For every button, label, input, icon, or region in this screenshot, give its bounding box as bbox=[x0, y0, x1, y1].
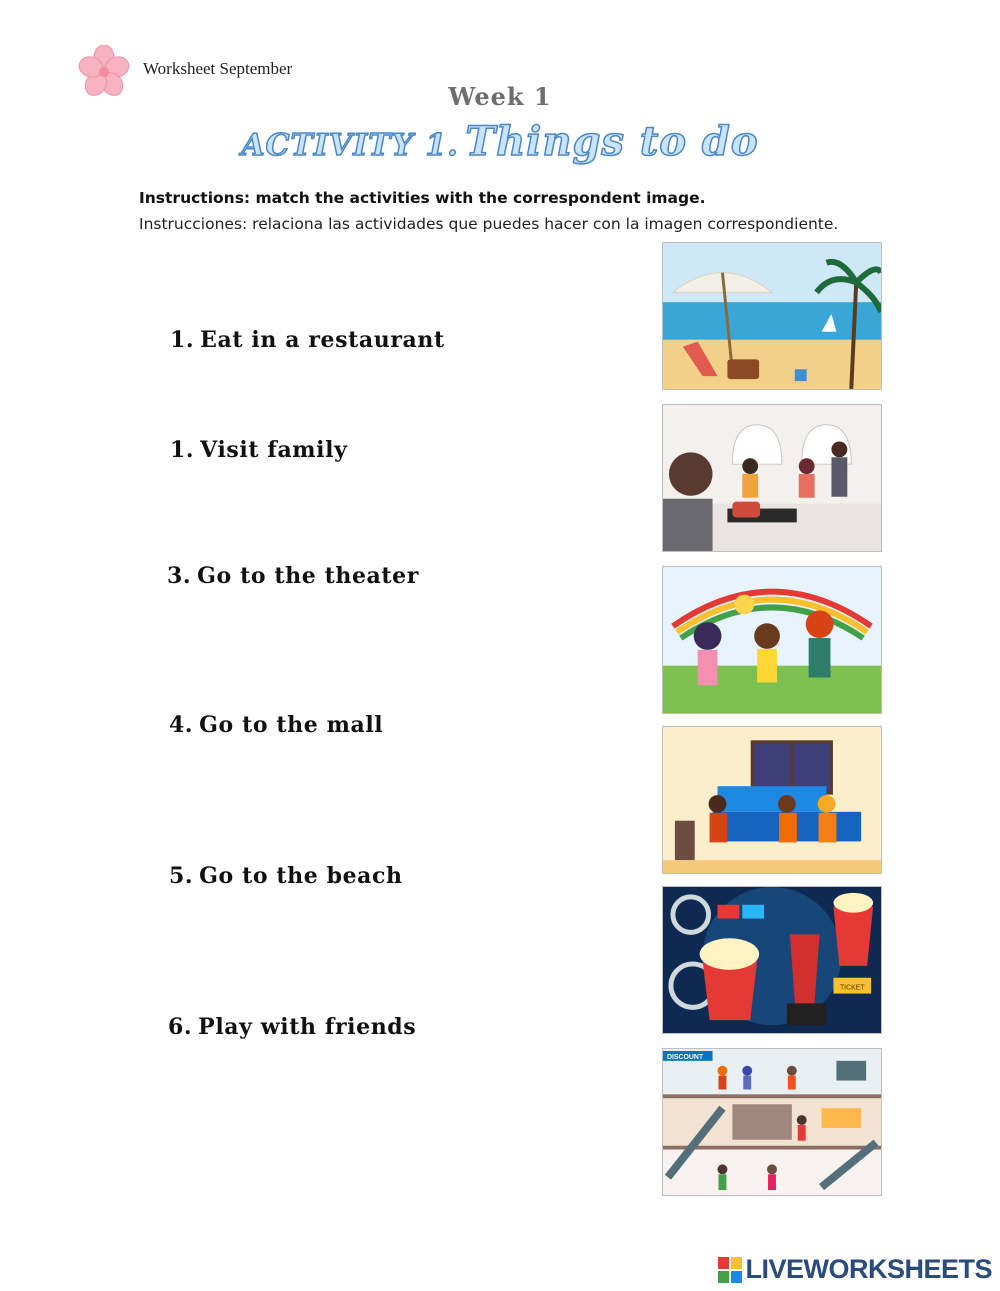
activity-item[interactable] bbox=[167, 563, 419, 589]
liveworksheets-mark-icon bbox=[718, 1257, 742, 1283]
item-number: 6. bbox=[168, 1014, 193, 1040]
beach-image[interactable] bbox=[662, 242, 882, 390]
instructions-english: Instructions: match the activities with the correspondent image. bbox=[139, 189, 706, 207]
item-label: Go to the mall bbox=[199, 712, 384, 738]
item-number: 1. bbox=[170, 327, 195, 353]
theater-image[interactable] bbox=[662, 886, 882, 1034]
item-number: 3. bbox=[167, 563, 192, 589]
item-label: Play with friends bbox=[198, 1014, 417, 1040]
activity-item[interactable] bbox=[169, 712, 383, 738]
item-number: 5. bbox=[169, 863, 194, 889]
mall-image[interactable] bbox=[662, 1048, 882, 1196]
activity-name: Things to do bbox=[465, 118, 759, 165]
item-label: Eat in a restaurant bbox=[200, 327, 445, 353]
ticket-label: TICKET bbox=[839, 984, 865, 992]
worksheet-label: Worksheet September bbox=[143, 59, 293, 78]
activity-title bbox=[0, 118, 1000, 165]
week-title: Week 1 bbox=[448, 82, 552, 111]
item-label: Go to the theater bbox=[197, 563, 419, 589]
activity-item[interactable] bbox=[169, 863, 403, 889]
activity-number: ACTIVITY 1. bbox=[241, 128, 459, 163]
friends-image[interactable] bbox=[662, 566, 882, 714]
item-label: Visit family bbox=[200, 437, 348, 463]
activity-item[interactable] bbox=[168, 1014, 416, 1040]
family-image[interactable] bbox=[662, 726, 882, 874]
restaurant-image[interactable] bbox=[662, 404, 882, 552]
activity-item[interactable] bbox=[170, 327, 445, 353]
instructions-spanish: Instrucciones: relaciona las actividades que puedes hacer con la imagen correspondiente. bbox=[139, 215, 839, 233]
item-label: Go to the beach bbox=[199, 863, 403, 889]
liveworksheets-logo[interactable] bbox=[718, 1254, 992, 1285]
brand-name: LIVEWORKSHEETS bbox=[745, 1254, 992, 1284]
item-number: 4. bbox=[169, 712, 194, 738]
discount-sign: DISCOUNT bbox=[666, 1053, 704, 1061]
activity-item[interactable] bbox=[170, 437, 347, 463]
item-number: 1. bbox=[170, 437, 195, 463]
